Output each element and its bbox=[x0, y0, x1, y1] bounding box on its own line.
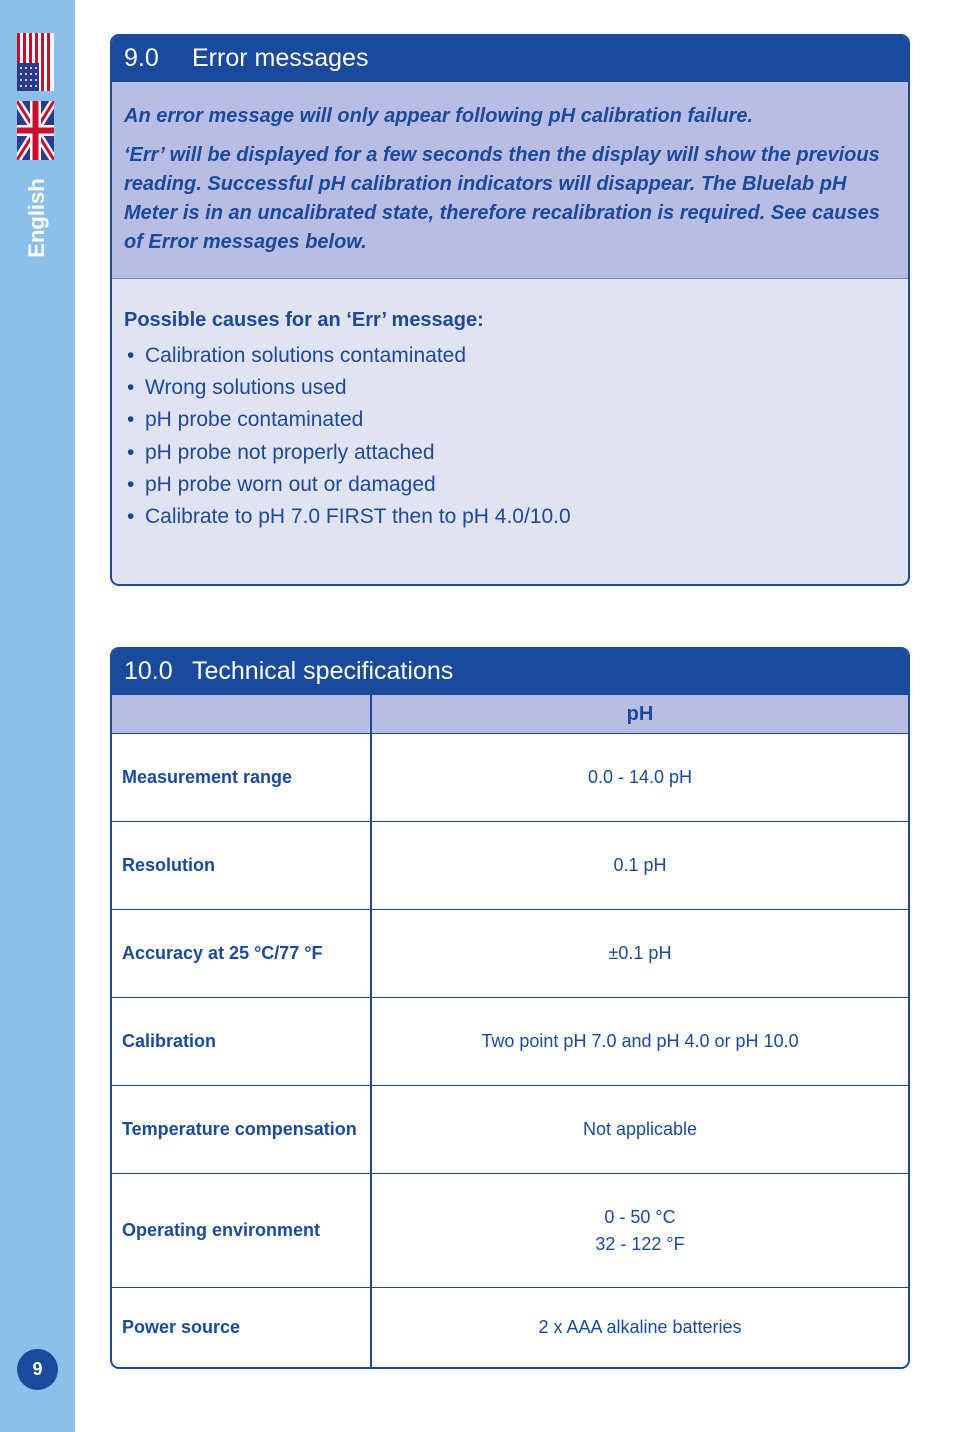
technical-specifications-section bbox=[110, 647, 910, 1369]
table-row bbox=[112, 1174, 908, 1288]
bullet-icon: • bbox=[127, 376, 135, 400]
row-label: Temperature compensation bbox=[112, 1086, 371, 1174]
section-number: 9.0 bbox=[124, 44, 159, 72]
causes-list bbox=[124, 340, 896, 533]
bullet-icon: • bbox=[127, 440, 135, 464]
row-label: Measurement range bbox=[112, 734, 371, 822]
page-number: 9 bbox=[17, 1349, 58, 1390]
section-number: 10.0 bbox=[124, 657, 173, 685]
row-label: Power source bbox=[112, 1288, 371, 1368]
table-row bbox=[112, 734, 908, 822]
note-paragraph: An error message will only appear following pH calibration failure. bbox=[124, 105, 754, 127]
list-item: • Wrong solutions used bbox=[124, 372, 896, 404]
list-item: • pH probe contaminated bbox=[124, 404, 896, 436]
row-label: Operating environment bbox=[112, 1174, 371, 1288]
table-header-ph: pH bbox=[371, 695, 908, 734]
list-item: • Calibrate to pH 7.0 FIRST then to pH 4.0/10.0 bbox=[124, 501, 896, 533]
language-label: English bbox=[24, 178, 49, 258]
section-title: Error messages bbox=[192, 44, 369, 72]
note-paragraph: ‘Err’ will be displayed for a few seconds then the display will show the previous reading. Successful pH calibration indicators will disappear. The Bluelab pH Meter is in an uncalibrated state, therefore recalibration is required. See causes of Error messages below. bbox=[124, 144, 880, 253]
list-item: • pH probe worn out or damaged bbox=[124, 469, 896, 501]
error-note bbox=[112, 82, 908, 279]
row-value: Not applicable bbox=[371, 1086, 908, 1174]
list-item: • Calibration solutions contaminated bbox=[124, 340, 896, 372]
causes-block bbox=[112, 279, 908, 533]
row-label: Calibration bbox=[112, 998, 371, 1086]
table-row bbox=[112, 910, 908, 998]
section-title: Technical specifications bbox=[192, 657, 454, 685]
row-value: 0.1 pH bbox=[371, 822, 908, 910]
section-header bbox=[112, 649, 908, 695]
bullet-icon: • bbox=[127, 408, 135, 432]
row-value: 2 x AAA alkaline batteries bbox=[371, 1288, 908, 1368]
causes-title: Possible causes for an ‘Err’ message: bbox=[124, 309, 484, 331]
row-value: ±0.1 pH bbox=[371, 910, 908, 998]
spec-table bbox=[112, 695, 908, 1368]
table-header-row bbox=[112, 695, 908, 734]
row-value bbox=[371, 1174, 908, 1288]
row-label: Accuracy at 25 °C/77 °F bbox=[112, 910, 371, 998]
bullet-icon: • bbox=[127, 344, 135, 367]
table-row bbox=[112, 822, 908, 910]
table-row bbox=[112, 1086, 908, 1174]
bullet-icon: • bbox=[127, 505, 135, 529]
row-value: Two point pH 7.0 and pH 4.0 or pH 10.0 bbox=[371, 998, 908, 1086]
table-header-empty bbox=[112, 695, 371, 734]
sidebar bbox=[0, 0, 75, 1432]
value-line: 32 - 122 °F bbox=[595, 1233, 685, 1254]
row-value: 0.0 - 14.0 pH bbox=[371, 734, 908, 822]
us-flag-icon[interactable] bbox=[17, 33, 54, 91]
bullet-icon: • bbox=[127, 472, 135, 496]
row-label: Resolution bbox=[112, 822, 371, 910]
value-line: 0 - 50 °C bbox=[604, 1206, 676, 1227]
table-row bbox=[112, 998, 908, 1086]
table-row bbox=[112, 1288, 908, 1368]
uk-flag-icon[interactable] bbox=[17, 101, 54, 160]
list-item: • pH probe not properly attached bbox=[124, 437, 896, 469]
error-messages-section bbox=[110, 34, 910, 586]
section-header bbox=[112, 36, 908, 82]
